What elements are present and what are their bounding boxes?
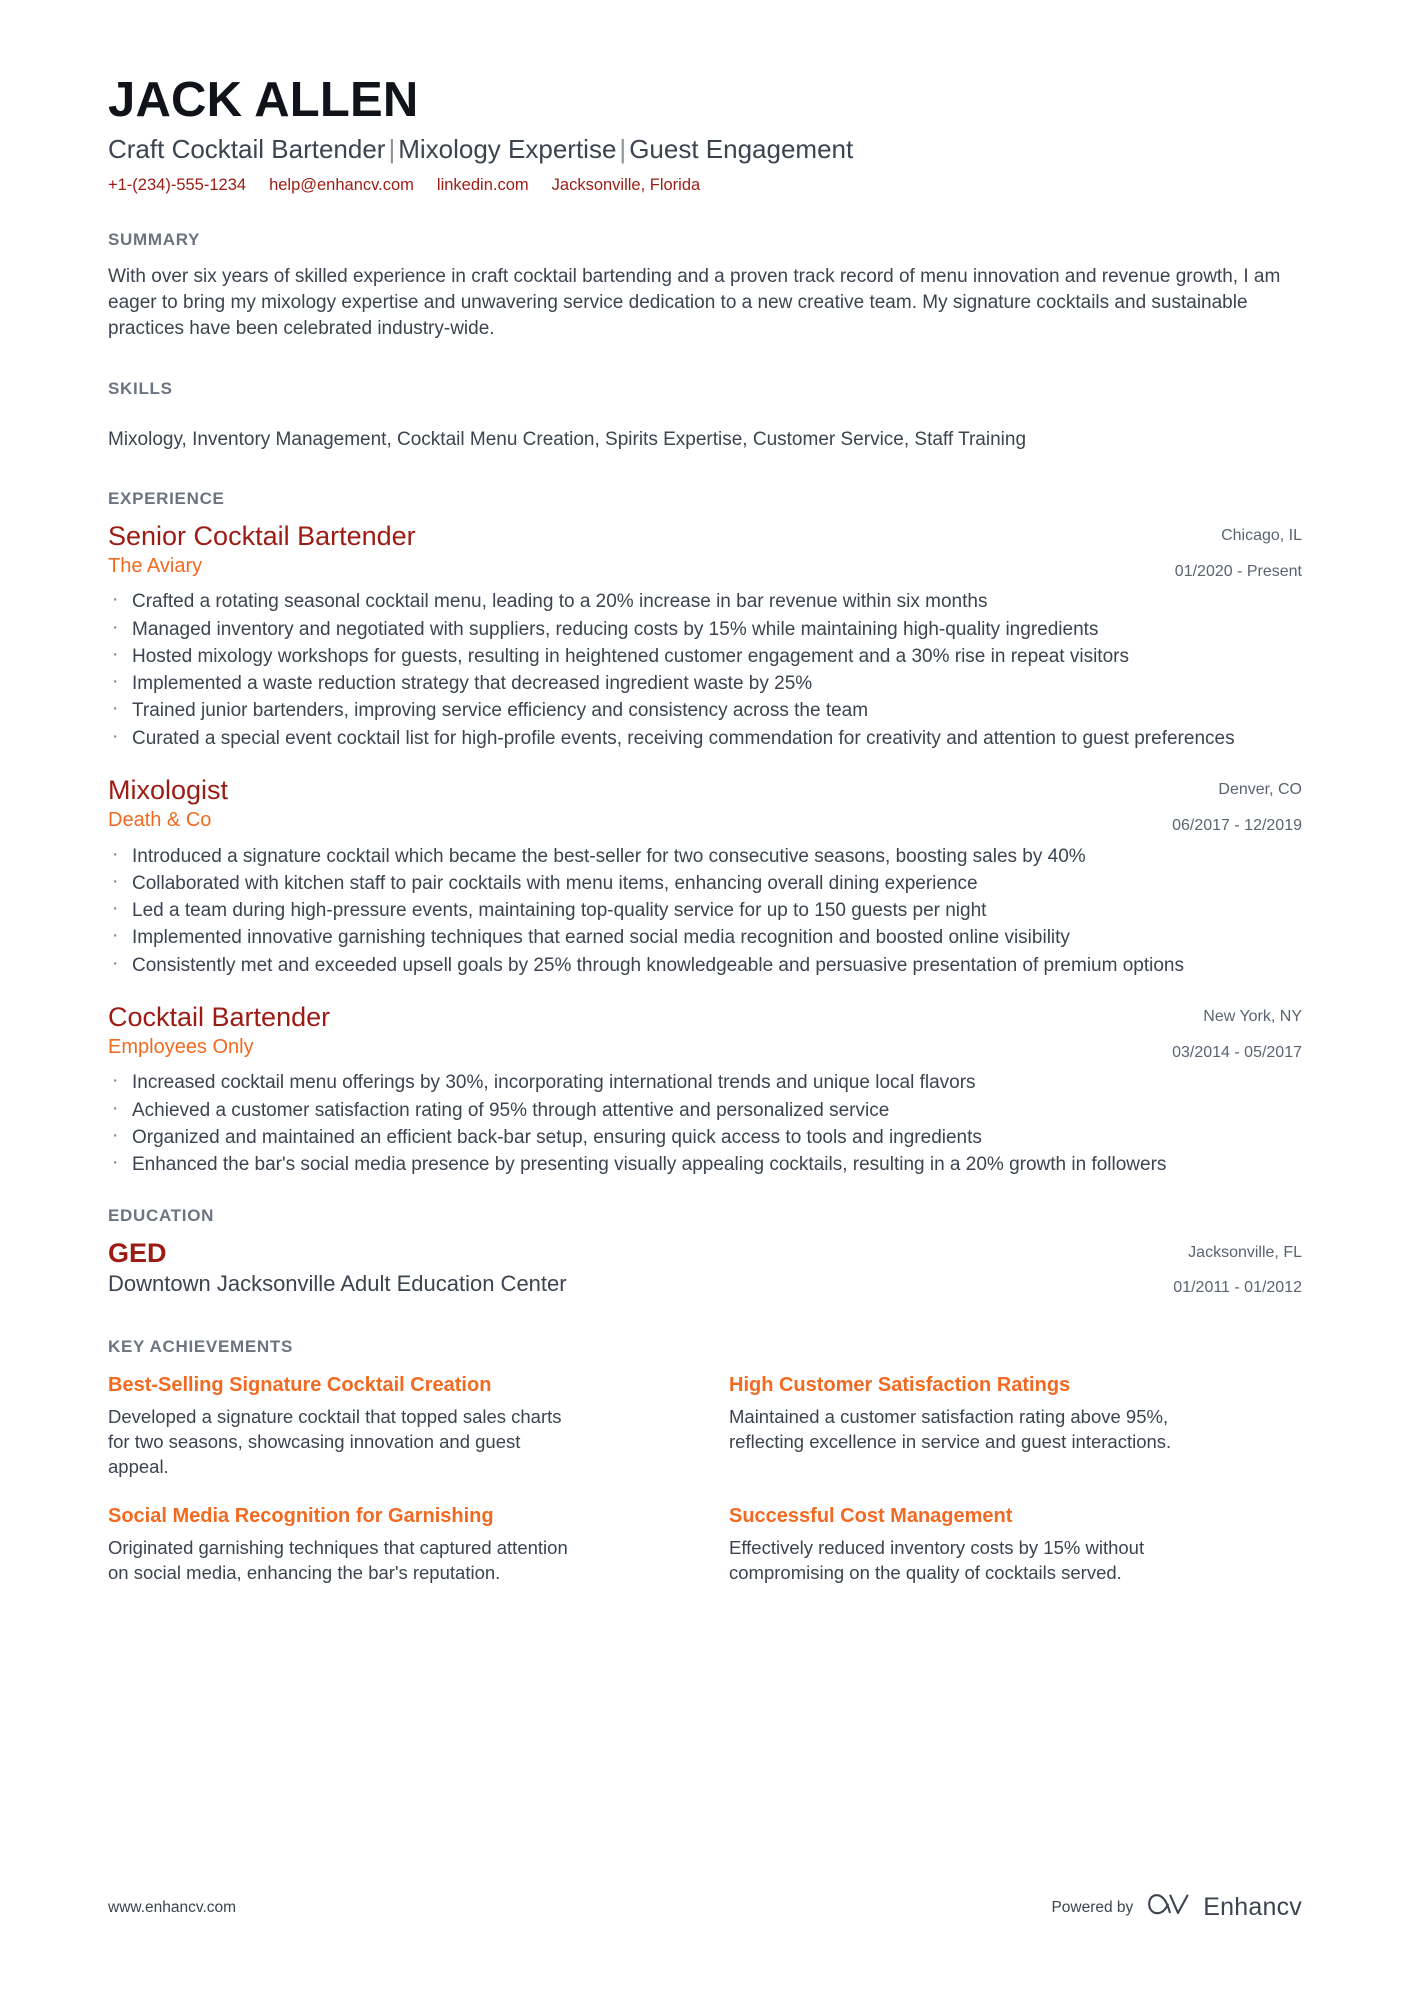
key-achievement-description: Originated garnishing techniques that captured attention on social media, enhancing the bar's reputation. (108, 1537, 568, 1583)
key-achievements-section (108, 1337, 1302, 1586)
headline-separator-2: | (619, 133, 627, 164)
job-title: Cocktail Bartender (108, 1001, 331, 1032)
company-name: The Aviary (108, 554, 203, 577)
job-bullet-list (108, 589, 1302, 751)
job-bullet: · Consistently met and exceeded upsell goals by 25% through knowledgeable and persuasive presentation of premium options (108, 953, 1302, 978)
education-location: Jacksonville, FL (1188, 1243, 1302, 1261)
education-entry-main (108, 1238, 1173, 1298)
footer-branding (1051, 1892, 1302, 1923)
experience-entry-meta (1172, 1002, 1302, 1064)
experience-section-title: EXPERIENCE (108, 488, 225, 508)
experience-entry-header (108, 775, 1302, 837)
resume-header (108, 75, 1302, 197)
education-section-title: EDUCATION (108, 1205, 215, 1225)
job-bullet: · Introduced a signature cocktail which became the best-seller for two consecutive seasons, boosting sales by 40% (108, 844, 1302, 869)
key-achievement-item (729, 1504, 1302, 1586)
key-achievement-item (108, 1373, 681, 1480)
experience-section (108, 489, 1302, 1178)
job-bullet: · Led a team during high-pressure events, maintaining top-quality service for up to 150 guests per night (108, 898, 1302, 923)
school-name: Downtown Jacksonville Adult Education Center (108, 1271, 567, 1297)
key-achievement-item (108, 1504, 681, 1586)
footer-website-url[interactable]: www.enhancv.com (108, 1898, 237, 1916)
education-entry-meta (1173, 1238, 1302, 1300)
job-bullet: · Implemented innovative garnishing techniques that earned social media recognition and boosted online visibility (108, 925, 1302, 950)
headline-separator-1: | (388, 133, 396, 164)
experience-entry-header (108, 1002, 1302, 1064)
degree-name: GED (108, 1237, 167, 1268)
summary-text: With over six years of skilled experience in craft cocktail bartending and a proven track record of menu innovation and revenue growth, I am eager to bring my mixology expertise and unwavering service dedication to a new creative team. My signature cocktails and sustainable practices have been celebrated industry-wide. (108, 265, 1281, 340)
key-achievement-description: Maintained a customer satisfaction rating above 95%, reflecting excellence in service and guest interactions. (729, 1406, 1172, 1453)
job-bullet: · Collaborated with kitchen staff to pair cocktails with menu items, enhancing overall dining experience (108, 871, 1302, 896)
contact-linkedin[interactable]: linkedin.com (436, 176, 529, 195)
summary-section (108, 230, 1302, 343)
education-dates: 01/2011 - 01/2012 (1173, 1279, 1302, 1297)
education-entry (108, 1238, 1302, 1300)
key-achievements-section-title: KEY ACHIEVEMENTS (108, 1337, 294, 1357)
job-location: Chicago, IL (1221, 526, 1302, 544)
company-name: Death & Co (108, 808, 212, 831)
candidate-name: JACK ALLEN (108, 73, 419, 127)
skills-text: Mixology, Inventory Management, Cocktail Menu Creation, Spirits Expertise, Customer Service, Staff Training (108, 428, 1027, 450)
powered-by-label: Powered by (1051, 1898, 1134, 1916)
headline-part-1: Craft Cocktail Bartender (108, 133, 386, 164)
contact-phone[interactable]: +1-(234)-555-1234 (108, 176, 247, 195)
key-achievement-title: Best-Selling Signature Cocktail Creation (108, 1374, 492, 1397)
job-title: Senior Cocktail Bartender (108, 520, 416, 551)
job-dates: 01/2020 - Present (1174, 562, 1302, 580)
headline-part-3: Guest Engagement (629, 133, 854, 164)
job-bullet: · Managed inventory and negotiated with suppliers, reducing costs by 15% while maintaining high-quality ingredients (108, 617, 1302, 642)
summary-section-title: SUMMARY (108, 229, 201, 249)
enhancv-brand-name: Enhancv (1203, 1893, 1302, 1921)
job-bullet: · Hosted mixology workshops for guests, resulting in heightened customer engagement and a 30% rise in repeat visitors (108, 644, 1302, 669)
job-bullet: · Trained junior bartenders, improving service efficiency and consistency across the team (108, 698, 1302, 723)
key-achievement-title: High Customer Satisfaction Ratings (729, 1374, 1071, 1397)
experience-entry-main (108, 521, 1175, 578)
education-section (108, 1206, 1302, 1300)
experience-entry-header (108, 521, 1302, 583)
experience-entry-main (108, 775, 1172, 832)
company-name: Employees Only (108, 1035, 254, 1058)
job-bullet: · Enhanced the bar's social media presence by presenting visually appealing cocktails, resulting in a 20% growth in followers (108, 1152, 1302, 1177)
headline-part-2: Mixology Expertise (398, 133, 617, 164)
experience-entry (108, 521, 1302, 751)
job-bullet: · Implemented a waste reduction strategy that decreased ingredient waste by 25% (108, 671, 1302, 696)
job-bullet: · Curated a special event cocktail list for high-profile events, receiving commendation for creativity and attention to guest preferences (108, 726, 1302, 751)
experience-entry-meta (1175, 521, 1302, 583)
job-location: Denver, CO (1218, 780, 1302, 798)
skills-section-title: SKILLS (108, 378, 173, 398)
experience-entry (108, 775, 1302, 978)
key-achievements-grid (108, 1373, 1302, 1586)
job-bullet: · Achieved a customer satisfaction rating of 95% through attentive and personalized service (108, 1098, 1302, 1123)
job-dates: 06/2017 - 12/2019 (1172, 816, 1302, 834)
job-title: Mixologist (108, 774, 229, 805)
candidate-headline (108, 133, 1302, 166)
experience-entry-main (108, 1002, 1172, 1059)
contact-location: Jacksonville, Florida (551, 176, 701, 195)
enhancv-brand (1147, 1892, 1302, 1923)
key-achievement-description: Effectively reduced inventory costs by 15% without compromising on the quality of cocktails served. (729, 1537, 1145, 1583)
experience-entry (108, 1002, 1302, 1178)
contact-email[interactable]: help@enhancv.com (269, 176, 414, 195)
key-achievement-description: Developed a signature cocktail that topped sales charts for two seasons, showcasing innovation and guest appeal. (108, 1406, 562, 1478)
job-location: New York, NY (1203, 1007, 1302, 1025)
job-bullet: · Increased cocktail menu offerings by 30%, incorporating international trends and unique local flavors (108, 1070, 1302, 1095)
key-achievement-title: Successful Cost Management (729, 1505, 1013, 1528)
job-bullet: · Organized and maintained an efficient back-bar setup, ensuring quick access to tools and ingredients (108, 1125, 1302, 1150)
page-footer (108, 1892, 1302, 1923)
skills-section (108, 379, 1302, 453)
job-bullet: · Crafted a rotating seasonal cocktail menu, leading to a 20% increase in bar revenue within six months (108, 589, 1302, 614)
job-bullet-list (108, 1070, 1302, 1177)
enhancv-logo-icon (1147, 1892, 1193, 1923)
contact-bar (108, 175, 1302, 196)
job-dates: 03/2014 - 05/2017 (1172, 1043, 1302, 1061)
experience-entry-meta (1172, 775, 1302, 837)
key-achievement-title: Social Media Recognition for Garnishing (108, 1505, 494, 1528)
job-bullet-list (108, 844, 1302, 978)
key-achievement-item (729, 1373, 1302, 1480)
